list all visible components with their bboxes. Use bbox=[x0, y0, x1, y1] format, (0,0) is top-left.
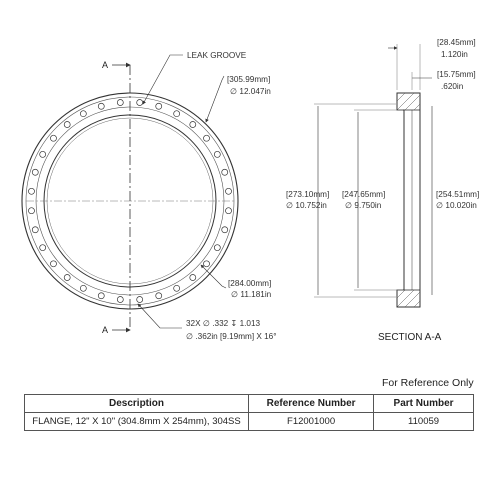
bolt-hole bbox=[32, 169, 38, 175]
outer-dia-in: ∅ 12.047in bbox=[230, 87, 271, 96]
dia3-in: ∅ 10.020in bbox=[436, 201, 477, 210]
thickness-in: 1.120in bbox=[441, 50, 468, 59]
bolt-hole bbox=[64, 275, 70, 281]
section-view bbox=[286, 38, 479, 343]
hole-callout-line1: 32X ∅ .332 ↧ 1.013 bbox=[186, 319, 261, 328]
bolt-hole bbox=[174, 285, 180, 291]
table-row bbox=[25, 413, 474, 431]
bolt-hole bbox=[28, 208, 34, 214]
bolt-hole bbox=[28, 188, 34, 194]
hole-callout-line2: ∅ .362in [9.19mm] X 16° bbox=[186, 332, 277, 341]
bolt-hole bbox=[40, 245, 46, 251]
section-marker-bottom: A bbox=[102, 325, 109, 335]
bom-header-part-number: Part Number bbox=[374, 395, 474, 413]
section-profile bbox=[397, 93, 420, 307]
bolt-hole bbox=[156, 103, 162, 109]
bom-cell-reference-number: F12001000 bbox=[249, 413, 374, 431]
bolt-hole bbox=[204, 261, 210, 267]
bolt-hole bbox=[137, 99, 143, 105]
bolt-circle-leader bbox=[201, 265, 226, 288]
bolt-hole bbox=[80, 285, 86, 291]
bom-cell-description: FLANGE, 12" X 10" (304.8mm X 254mm), 304SS bbox=[25, 413, 249, 431]
bolt-hole bbox=[156, 293, 162, 299]
bolt-hole bbox=[98, 103, 104, 109]
step-in: .620in bbox=[441, 82, 464, 91]
bolt-circle-mm: [284.00mm] bbox=[228, 279, 272, 288]
thickness-mm: [28.45mm] bbox=[437, 38, 476, 47]
outer-dia-mm: [305.99mm] bbox=[227, 75, 271, 84]
bolt-hole bbox=[214, 245, 220, 251]
bom-table bbox=[24, 394, 474, 431]
bolt-hole bbox=[117, 297, 123, 303]
bolt-hole bbox=[64, 121, 70, 127]
leak-groove-label: LEAK GROOVE bbox=[187, 51, 247, 60]
leak-groove-leader bbox=[143, 55, 183, 104]
bom-cell-part-number: 110059 bbox=[374, 413, 474, 431]
bolt-hole bbox=[226, 188, 232, 194]
bolt-hole bbox=[214, 151, 220, 157]
section-hatch-bottom bbox=[397, 290, 420, 307]
bolt-hole bbox=[98, 293, 104, 299]
section-marker-top: A bbox=[102, 60, 109, 70]
bolt-hole bbox=[80, 111, 86, 117]
bolt-hole bbox=[204, 135, 210, 141]
front-view bbox=[22, 51, 277, 341]
bolt-hole bbox=[190, 121, 196, 127]
dia1-in: ∅ 10.752in bbox=[286, 201, 327, 210]
dia1-mm: [273.10mm] bbox=[286, 190, 330, 199]
section-title: SECTION A-A bbox=[378, 332, 442, 343]
bom-header-row bbox=[25, 395, 474, 413]
outer-dia-leader bbox=[206, 76, 224, 122]
bolt-circle-in: ∅ 11.181in bbox=[231, 290, 272, 299]
bom-header-reference-number: Reference Number bbox=[249, 395, 374, 413]
bolt-hole bbox=[222, 169, 228, 175]
dia2-in: ∅ 9.750in bbox=[345, 201, 382, 210]
bom-header-description: Description bbox=[25, 395, 249, 413]
bolt-hole bbox=[40, 151, 46, 157]
dia3-mm: [254.51mm] bbox=[436, 190, 480, 199]
section-hatch-top bbox=[397, 93, 420, 110]
step-mm: [15.75mm] bbox=[437, 70, 476, 79]
dia2-mm: [247.65mm] bbox=[342, 190, 386, 199]
bolt-hole bbox=[174, 111, 180, 117]
bolt-hole bbox=[190, 275, 196, 281]
bolt-hole bbox=[226, 208, 232, 214]
bolt-hole bbox=[117, 99, 123, 105]
bolt-hole bbox=[50, 135, 56, 141]
bolt-hole bbox=[32, 227, 38, 233]
bolt-hole bbox=[222, 227, 228, 233]
bolt-hole bbox=[50, 261, 56, 267]
bolt-hole bbox=[137, 297, 143, 303]
reference-note: For Reference Only bbox=[382, 377, 474, 389]
